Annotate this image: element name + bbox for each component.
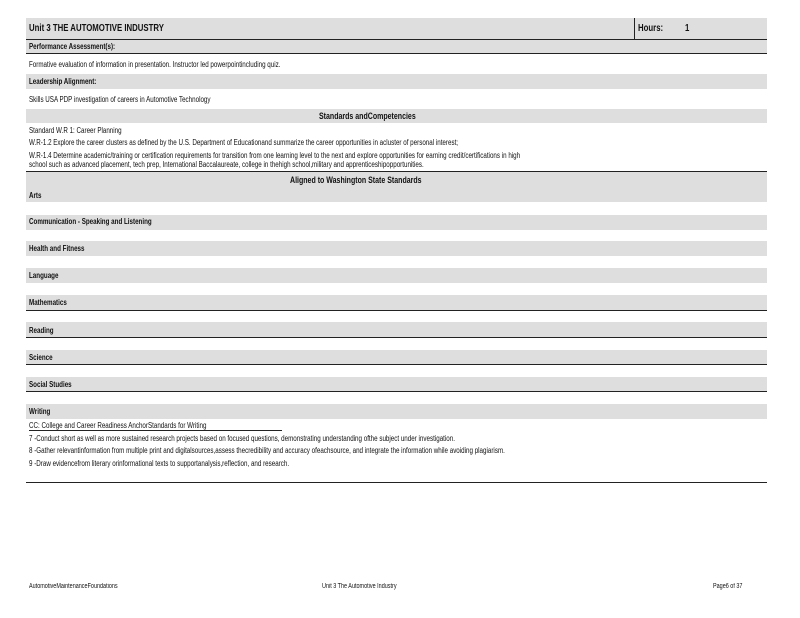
footer-center: Unit 3 The Automotive Industry	[322, 583, 397, 590]
section-communication: Communication - Speaking and Listening	[29, 217, 152, 226]
writing-bar	[26, 404, 767, 419]
standard-line-3b: school such as advanced placement, tech prep, International Baccalaureate, college in thehigh school,military and apprenticeshipopportunities.	[29, 160, 424, 169]
standards-heading: Standards andCompetencies	[319, 111, 416, 121]
standard-line-2: W.R-1.2 Explore the career clusters as defined by the U.S. Department of Educationand summarize the career opportunities in acluster of personal interest;	[29, 138, 459, 147]
standard-line-1: Standard W.R 1: Career Planning	[29, 126, 122, 135]
writing-rule	[26, 482, 767, 483]
section-language: Language	[29, 271, 59, 280]
unit-title: Unit 3 THE AUTOMOTIVE INDUSTRY	[29, 23, 164, 34]
health-bar	[26, 241, 767, 256]
section-health: Health and Fitness	[29, 244, 85, 253]
social-rule	[26, 391, 767, 392]
performance-rule	[26, 53, 767, 54]
science-rule	[26, 364, 767, 365]
leadership-bar	[26, 74, 767, 89]
mathematics-rule	[26, 310, 767, 311]
section-mathematics: Mathematics	[29, 298, 67, 307]
section-writing: Writing	[29, 407, 51, 416]
footer-page-number: Page6 of 37	[713, 583, 743, 590]
writing-item-7: 7 -Conduct short as well as more sustained research projects based on focused questions, demonstrating understanding ofthe subject under investigation.	[29, 434, 455, 443]
leadership-text: Skills USA PDP investigation of careers in Automotive Technology	[29, 95, 211, 104]
section-science: Science	[29, 353, 53, 362]
social-bar	[26, 377, 767, 391]
reading-rule	[26, 337, 767, 338]
header-divider	[634, 18, 635, 39]
section-social-studies: Social Studies	[29, 380, 72, 389]
science-bar	[26, 350, 767, 364]
standard-line-3a: W.R-1.4 Determine academic/training or certification requirements for transition from one learning level to the next and explore opportunities for earning credit/certifications in high	[29, 151, 521, 160]
mathematics-bar	[26, 295, 767, 310]
footer-left: AutomotiveMaintenanceFoundations	[29, 583, 118, 590]
leadership-heading: Leadership Alignment:	[29, 77, 97, 86]
writing-ccr: CC: College and Career Readiness AnchorStandards for Writing	[29, 421, 207, 430]
writing-item-9: 9 -Draw evidencefrom literary orinformational texts to supportanalysis,reflection, and research.	[29, 459, 290, 468]
performance-text: Formative evaluation of information in presentation. Instructor led powerpointincluding quiz.	[29, 60, 281, 69]
hours-label: Hours:	[638, 23, 664, 34]
aligned-heading: Aligned to Washington State Standards	[290, 175, 422, 185]
section-reading: Reading	[29, 326, 54, 335]
reading-bar	[26, 322, 767, 337]
language-bar	[26, 268, 767, 283]
writing-ccr-underline	[29, 430, 282, 431]
writing-item-8: 8 -Gather relevantinformation from multiple print and digitalsources,assess thecredibility and accuracy ofeachsource, and integrate the information while avoiding plagiarism.	[29, 446, 505, 455]
hours-value: 1	[685, 23, 690, 34]
performance-heading: Performance Assessment(s):	[29, 42, 116, 51]
performance-bar	[26, 40, 767, 53]
section-arts: Arts	[29, 191, 42, 200]
